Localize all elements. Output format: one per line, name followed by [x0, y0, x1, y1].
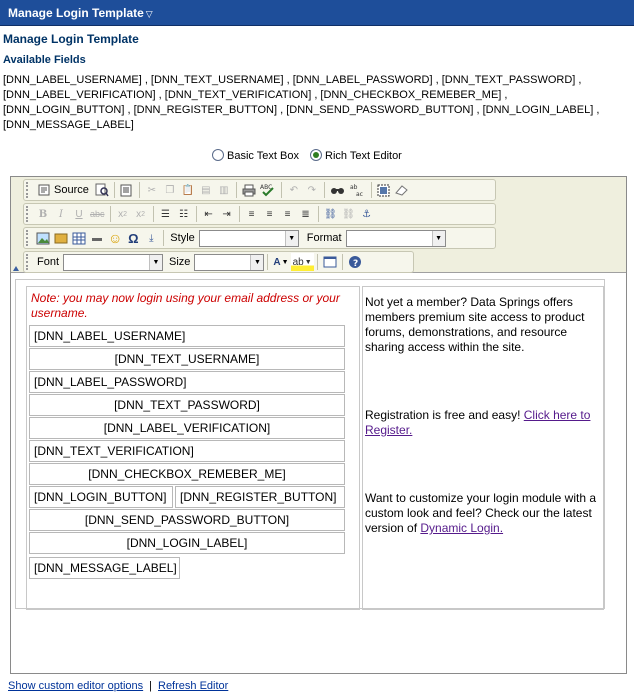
format-dropdown-value: [347, 231, 432, 246]
toolbar-row-3: [23, 227, 496, 249]
remove-format-icon[interactable]: [393, 181, 411, 199]
rich-text-editor-label[interactable]: Rich Text Editor: [325, 150, 402, 162]
find-icon[interactable]: [328, 181, 348, 199]
customize-text: Want to customize your login module with a custom look and feel? Check our the latest version of: [365, 491, 596, 535]
table-icon[interactable]: [70, 229, 88, 247]
toolbar-grip-icon: [26, 182, 31, 198]
superscript-icon[interactable]: x 2: [136, 208, 145, 220]
italic-icon[interactable]: I: [59, 208, 63, 220]
toolbar-separator: [196, 206, 197, 222]
rich-text-editor: [10, 176, 627, 674]
style-dropdown-value: [200, 231, 285, 246]
toolbar-grip-icon: [26, 254, 31, 270]
register-link[interactable]: Click here to Register.: [365, 408, 591, 437]
paste-word-icon[interactable]: ▥: [219, 184, 229, 196]
toolbar-row-2: [23, 203, 496, 225]
redo-icon[interactable]: ↷: [307, 184, 317, 196]
align-left-icon[interactable]: ≡: [248, 208, 255, 220]
field-send-password-button: [DNN_SEND_PASSWORD_BUTTON]: [29, 509, 345, 531]
justify-icon[interactable]: ≣: [301, 208, 310, 220]
field-message-label: [DNN_MESSAGE_LABEL]: [29, 557, 180, 579]
field-register-button: [DNN_REGISTER_BUTTON]: [175, 486, 345, 508]
toolbar-separator: [139, 182, 140, 198]
field-label-password: [DNN_LABEL_PASSWORD]: [29, 371, 345, 393]
toolbar-separator: [163, 230, 164, 246]
undo-icon[interactable]: ↶: [289, 184, 299, 196]
subscript-icon[interactable]: x 2: [118, 208, 127, 220]
promo-paragraph-membership: Not yet a member? Data Springs offers members premium site access to product forums, demonstrations, and resource sharing access within the site.: [365, 295, 585, 354]
svg-text:?: ?: [352, 259, 358, 269]
field-checkbox-remember: [DNN_CHECKBOX_REMEBER_ME]: [29, 463, 345, 485]
templates-icon[interactable]: [118, 181, 136, 199]
module-menu-caret-icon[interactable]: ▽: [145, 9, 153, 19]
toolbar-separator: [153, 206, 154, 222]
svg-text:ABC: ABC: [259, 184, 273, 191]
template-layout-table: [15, 279, 605, 609]
source-button[interactable]: [34, 181, 93, 199]
basic-text-box-label[interactable]: Basic Text Box: [227, 150, 299, 162]
dropdown-arrow-icon: ▼: [250, 255, 263, 270]
align-right-icon[interactable]: ≡: [284, 208, 291, 220]
toolbar-separator: [317, 254, 318, 270]
field-label-verification: [DNN_LABEL_VERIFICATION]: [29, 417, 345, 439]
bulleted-list-icon[interactable]: ☷: [179, 208, 188, 220]
registration-text: Registration is free and easy!: [365, 408, 524, 422]
special-char-icon[interactable]: Ω: [128, 230, 139, 246]
editor-toolbar-area: [11, 177, 626, 273]
print-icon[interactable]: [240, 181, 258, 199]
source-button-label: Source: [54, 184, 89, 196]
underline-icon[interactable]: U: [75, 208, 83, 220]
page-subheading: Manage Login Template: [3, 32, 139, 46]
cut-icon[interactable]: ✂: [147, 184, 157, 196]
promo-paragraph-customize: [365, 491, 599, 536]
dropdown-arrow-icon: ▼: [285, 231, 298, 246]
font-dropdown[interactable]: [63, 254, 163, 271]
paste-text-icon[interactable]: ▤: [201, 184, 211, 196]
dropdown-arrow-icon: ▼: [149, 255, 162, 270]
available-fields-list: [DNN_LABEL_USERNAME] , [DNN_TEXT_USERNAME] , [DNN_LABEL_PASSWORD] , [DNN_TEXT_PASSWORD] , [DNN_LABEL_VERIFICATION] , [DNN_TEXT_VERIFICATION] , [DNN_CHECKBOX_REMEBER_ME] , [DNN_LOGIN_BUTTON] , [DNN_REGISTER_BUTTON] , [DNN_SEND_PASSWORD_BUTTON] , [DNN_LOGIN_LABEL] , [DNN_MESSAGE_LABEL]: [3, 74, 600, 131]
format-dropdown[interactable]: [346, 230, 446, 247]
numbered-list-icon[interactable]: ☰: [161, 208, 170, 220]
replace-icon[interactable]: [348, 181, 368, 199]
select-all-icon[interactable]: [375, 181, 393, 199]
editor-footer: [8, 680, 228, 692]
align-center-icon[interactable]: ≡: [266, 208, 273, 220]
link-icon[interactable]: ⛓: [324, 208, 337, 220]
text-color-icon[interactable]: A ▼: [273, 256, 289, 268]
promo-cell: [362, 286, 604, 610]
paste-icon[interactable]: 📋: [181, 184, 195, 196]
spellcheck-icon[interactable]: [258, 181, 278, 199]
login-fields-cell: [26, 286, 360, 610]
toolbar-separator: [318, 206, 319, 222]
show-custom-options-link[interactable]: Show custom editor options: [8, 680, 144, 692]
page-break-icon[interactable]: ⤓: [149, 232, 154, 244]
size-dropdown-value: [195, 255, 250, 270]
font-dropdown-value: [64, 255, 149, 270]
about-icon[interactable]: [346, 253, 364, 271]
toolbar-separator: [324, 182, 325, 198]
toolbar-separator: [239, 206, 240, 222]
footer-separator: |: [149, 680, 152, 692]
anchor-icon[interactable]: ⚓: [362, 208, 371, 220]
promo-paragraph-registration: [365, 408, 599, 438]
preview-icon[interactable]: [93, 181, 111, 199]
bold-icon[interactable]: B: [38, 208, 48, 220]
unlink-icon[interactable]: ⛓: [342, 208, 355, 220]
strikethrough-icon[interactable]: abc: [90, 209, 105, 219]
toolbar-separator: [236, 182, 237, 198]
basic-text-box-radio[interactable]: [212, 149, 224, 161]
editor-content-area[interactable]: [15, 279, 623, 611]
copy-icon[interactable]: ❐: [165, 184, 175, 196]
available-fields-heading: Available Fields: [3, 54, 86, 66]
svg-text:ab: ab: [349, 184, 358, 191]
toolbar-row-4: [23, 251, 414, 273]
dynamic-login-link[interactable]: Dynamic Login.: [420, 521, 504, 535]
indent-icon[interactable]: ⇥: [222, 208, 231, 220]
field-login-label: [DNN_LOGIN_LABEL]: [29, 532, 345, 554]
field-text-password: [DNN_TEXT_PASSWORD]: [29, 394, 345, 416]
dropdown-arrow-icon: ▼: [432, 231, 445, 246]
source-icon: [38, 184, 50, 196]
maximize-icon[interactable]: [321, 253, 339, 271]
module-title: Manage Login Template: [8, 6, 144, 20]
refresh-editor-link[interactable]: Refresh Editor: [158, 680, 229, 692]
toolbar-separator: [371, 182, 372, 198]
toolbar-grip-icon: [26, 230, 31, 246]
collapse-toolbar-icon[interactable]: [13, 265, 19, 271]
field-text-verification: [DNN_TEXT_VERIFICATION]: [29, 440, 345, 462]
field-text-username: [DNN_TEXT_USERNAME]: [29, 348, 345, 370]
editor-mode-selector: [212, 148, 410, 164]
module-title-bar: [0, 0, 634, 26]
field-label-username: [DNN_LABEL_USERNAME]: [29, 325, 345, 347]
format-label: Format: [306, 232, 342, 244]
font-label: Font: [37, 256, 60, 268]
style-label: Style: [170, 232, 195, 244]
smiley-icon[interactable]: ☺: [108, 230, 123, 246]
toolbar-grip-icon: [26, 206, 31, 222]
size-dropdown[interactable]: [194, 254, 264, 271]
style-dropdown[interactable]: [199, 230, 299, 247]
background-color-icon[interactable]: ab ▼: [291, 253, 314, 271]
toolbar-separator: [267, 254, 268, 270]
flash-icon[interactable]: [52, 229, 70, 247]
toolbar-separator: [281, 182, 282, 198]
field-login-button: [DNN_LOGIN_BUTTON]: [29, 486, 173, 508]
rich-text-editor-radio[interactable]: [310, 149, 322, 161]
toolbar-row-1: [23, 179, 496, 201]
svg-text:ac: ac: [355, 191, 363, 197]
toolbar-separator: [342, 254, 343, 270]
horizontal-rule-icon[interactable]: ▬: [92, 232, 102, 244]
toolbar-separator: [110, 206, 111, 222]
image-icon[interactable]: [34, 229, 52, 247]
outdent-icon[interactable]: ⇤: [204, 208, 213, 220]
toolbar-separator: [114, 182, 115, 198]
login-note: Note: you may now login using your email address or your username.: [31, 291, 340, 320]
size-label: Size: [169, 256, 191, 268]
